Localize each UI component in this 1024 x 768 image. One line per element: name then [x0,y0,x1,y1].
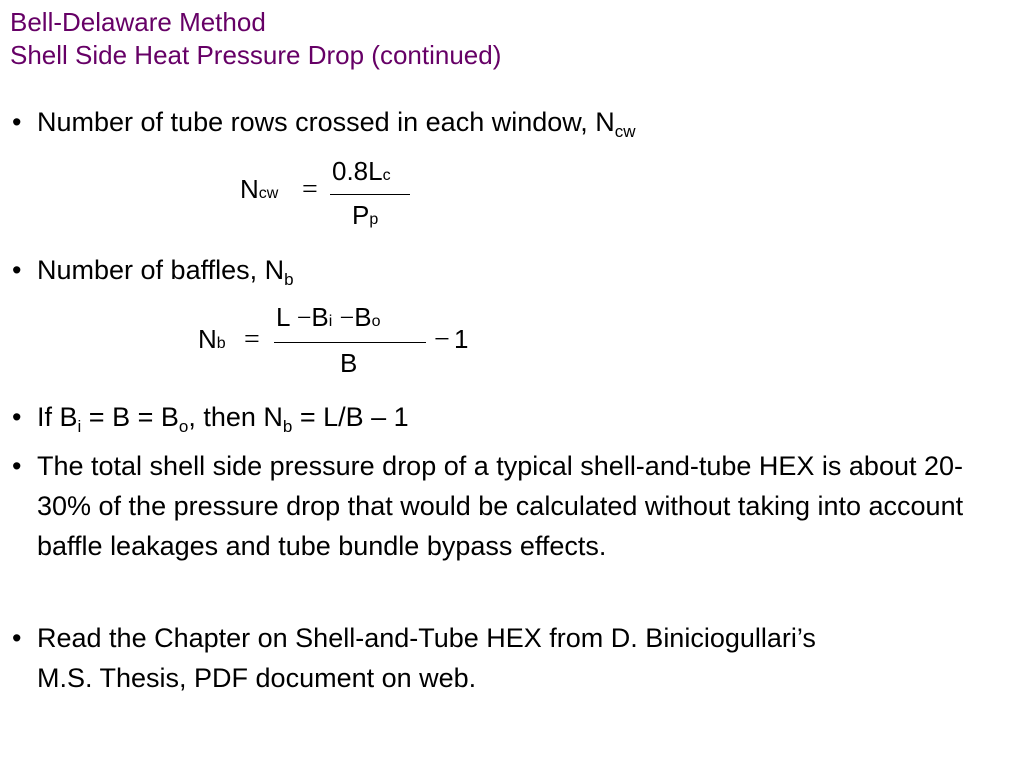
title-line-2: Shell Side Heat Pressure Drop (continued) [10,40,502,70]
bullet-total-pressure-drop [12,446,992,566]
eq1-equals: = [302,174,318,205]
bullet-dot: • [12,623,22,653]
title-line-1: Bell-Delaware Method [10,7,266,37]
eq2-num-bo: B [354,302,372,332]
bullet-dot: • [12,107,22,137]
bullet-read-chapter [12,618,862,698]
eq2-tail-one: 1 [454,324,469,354]
bullet-dot: • [12,255,22,285]
b3-part-1: If B [37,402,78,432]
eq2-lhs-sub: b [216,335,226,352]
b3-sub-3: b [282,417,293,436]
bullet-text: The total shell side pressure drop of a typical shell-and-tube HEX is about 20-30% of the pressure drop that would be calculated without taking into account baffle leakages and tube bundle bypass effects. [37,451,964,561]
eq1-den-sub: p [369,211,379,228]
eq2-lhs: N [198,324,217,354]
b3-part-3: , then N [188,402,283,432]
bullet-equal-spacing [12,397,1002,437]
equation-nb [198,300,488,390]
subscript: b [284,270,294,289]
eq2-num-bi-sub: i [328,313,333,330]
subscript: cw [614,122,636,141]
eq2-tail-minus: − [434,324,450,355]
eq2-num-bo-sub: o [371,313,381,330]
bullet-tube-rows [12,102,1002,142]
eq1-lhs-sub: cw [258,185,279,202]
eq2-minus-1: − [296,303,312,332]
bullet-text: Read the Chapter on Shell-and-Tube HEX from D. Biniciogullari’s M.S. Thesis, PDF document on web. [37,623,816,693]
b3-sub-2: o [178,417,189,436]
bullet-baffles [12,250,1002,290]
eq2-minus-2: − [339,303,355,332]
equation-ncw [240,156,420,250]
bullet-text: Number of baffles, N [37,255,285,285]
slide-title [10,6,501,72]
eq2-denominator: B [340,348,358,378]
eq1-lhs: N [240,174,259,204]
bullet-dot: • [12,402,22,432]
eq1-denominator: P [352,200,370,230]
eq2-fraction-bar [274,342,426,343]
bullet-text: Number of tube rows crossed in each window, N [37,107,615,137]
eq1-fraction-bar [330,194,410,195]
eq1-num-sub: c [382,167,391,184]
eq2-num-bi: B [311,302,329,332]
eq2-equals: = [244,324,260,355]
b3-part-4: = L/B – 1 [292,402,409,432]
eq1-numerator: 0.8L [332,156,383,186]
b3-sub-1: i [77,417,82,436]
eq2-num-l: L [276,302,290,332]
b3-part-2: = B = B [81,402,179,432]
bullet-dot: • [12,451,22,481]
